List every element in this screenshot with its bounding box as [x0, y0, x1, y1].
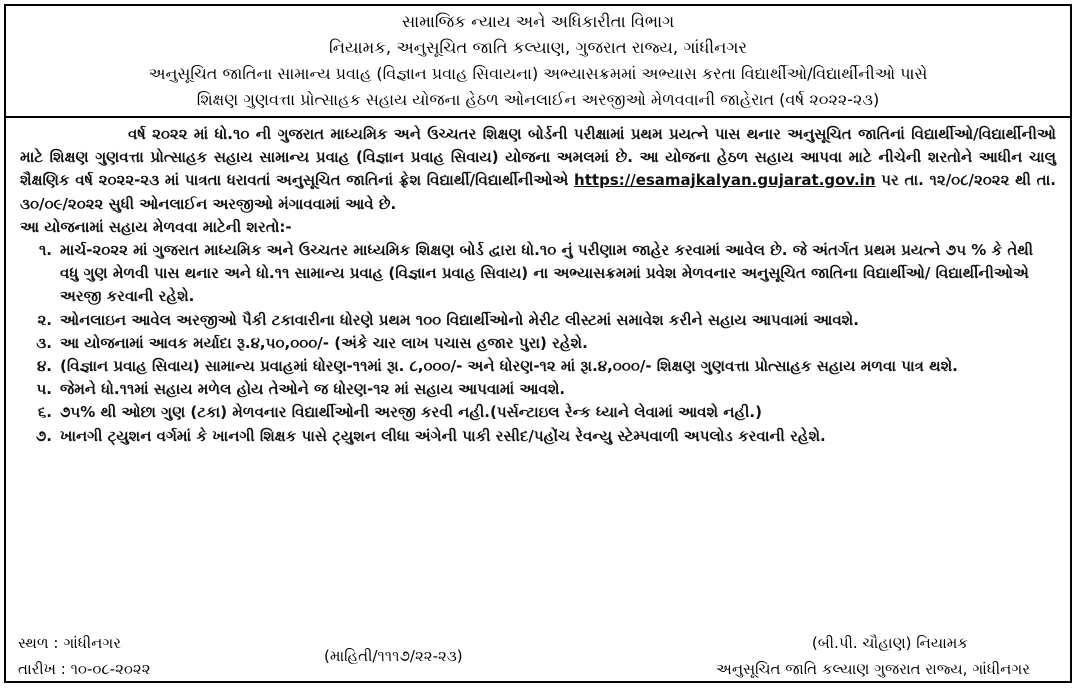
list-item: [20, 239, 1056, 309]
list-item: [20, 401, 1056, 424]
item-text: આ યોજનામાં આવક મર્યાદા રૂ.૪,૫૦,૦૦૦/- (અંકે ચાર લાખ પચાસ હજાર પુરા) રહેશે.: [60, 333, 588, 352]
directorate-title: નિયામક, અનુસૂચિત જાતિ કલ્યાણ, ગુજરાત રાજ્ય, ગાંધીનગર: [329, 38, 747, 57]
signatory-office: અનુસૂચિત જાતિ કલ્યાણ ગુજરાત રાજ્ય, ગાંધીનગર: [716, 660, 1030, 678]
item-number: ૪.: [37, 357, 52, 376]
item-number: ૨.: [37, 310, 52, 329]
portal-link[interactable]: https://esamajkalyan.gujarat.gov.in: [574, 171, 876, 190]
conditions-list: [20, 239, 1056, 448]
conditions-heading: આ યોજનામાં સહાય મેળવવા માટેની શરતો:-: [20, 217, 292, 236]
signatory-block: [716, 630, 1030, 682]
reference-number: (માહિતી/૧૧૧૭/૨૨-૨૩): [324, 647, 463, 665]
list-item: [20, 355, 1056, 378]
place-date-block: [18, 630, 151, 682]
list-item: [20, 309, 1056, 332]
intro-text: વર્ષ ૨૦૨૨ માં ધો.૧૦ ની ગુજરાત માધ્યમિક અને ઉચ્ચતર શિક્ષણ બોર્ડની પરીક્ષામાં પ્રથમ પ્રયત્ને પાસ થનાર અનુસૂચિત જાતિનાં વિદ્યાર્થીઓ/વિદ્યાર્થીનીઓ માટે શિક્ષણ ગુણવત્તા પ્રોત્સાહક સહાય સામાન્ય પ્રવાહ (વિજ્ઞાન પ્રવાહ સિવાય) યોજના અમલમાં છે. આ યોજના હેઠળ સહાય આપવા માટે નીચેની શરતોને આધીન ચાલુ શૈક્ષણિક વર્ષ ૨૦૨૨-૨૩ માં પાત્રતા ધરાવતાં અનુસૂચિત જાતિનાં ફ્રેશ વિદ્યાર્થી/વિદ્યાર્થીનીઓએ: [20, 125, 1056, 190]
item-number: ૧.: [38, 241, 52, 260]
item-number: ૫.: [36, 380, 52, 399]
signatory-name: (બી.પી. ચૌહાણ) નિયામક: [811, 634, 968, 652]
notice-footer: [6, 620, 1070, 682]
list-item: [20, 378, 1056, 401]
notice-header: [6, 6, 1070, 118]
item-number: ૩.: [36, 333, 52, 352]
list-item: [20, 332, 1056, 355]
item-text: (વિજ્ઞાન પ્રવાહ સિવાય) સામાન્ય પ્રવાહમાં ધોરણ-૧૧માં રૂા. ૮,૦૦૦/- અને ધોરણ-૧૨ માં રૂા.૪,૦૦૦/- શિક્ષણ ગુણવત્તા પ્રોત્સાહક સહાય મળવા પાત્ર થશે.: [60, 357, 958, 376]
item-number: ૬.: [37, 403, 52, 422]
item-text: જેમને ધો.૧૧માં સહાય મળેલ હોય તેઓને જ ધોરણ-૧૨ માં સહાય આપવામાં આવશે.: [60, 380, 566, 399]
notice-frame: [4, 4, 1072, 683]
place-text: સ્થળ : ગાંધીનગર: [18, 634, 122, 652]
intro-paragraph: [20, 123, 1056, 216]
department-title: સામાજિક ન્યાય અને અધિકારીતા વિભાગ: [401, 12, 675, 31]
item-text: ઓનલાઇન આવેલ અરજીઓ પૈકી ટકાવારીના ધોરણે પ્રથમ ૧૦૦ વિદ્યાર્થીઓનો મેરીટ લીસ્ટમાં સમાવેશ કરીને સહાય આપવામાં આવશે.: [60, 310, 859, 329]
item-number: ૭.: [35, 426, 52, 445]
intro-text-after: પર તા. ૧૨/૦૮/૨૦૨૨ થી તા. ૩૦/૦૯/૨૦૨૨ સુધી ઓનલાઈન અરજીઓ મંગાવવામાં આવે છે.: [20, 171, 1056, 213]
date-text: તારીખ : ૧૦-૦૮-૨૦૨૨: [18, 660, 151, 678]
list-item: [20, 425, 1056, 448]
item-text: માર્ચ-૨૦૨૨ માં ગુજરાત માધ્યમિક અને ઉચ્ચતર માધ્યમિક શિક્ષણ બોર્ડ દ્વારા ધો.૧૦ નું પરીણામ જાહેર કરવામાં આવેલ છે. જે અંતર્ગત પ્રથમ પ્રયત્ને ૭૫ % કે તેથી વધુ ગુણ મેળવી પાસ થનાર અને ધો.૧૧ સામાન્ય પ્રવાહ (વિજ્ઞાન પ્રવાહ સિવાય) ના અભ્યાસક્રમમાં પ્રવેશ મેળવનાર અનુસૂચિત જાતિના વિદ્યાર્થીઓ/ વિદ્યાર્થીનીઓએ અરજી કરવાની રહેશે.: [60, 241, 1034, 306]
item-text: ખાનગી ટ્યુશન વર્ગમાં કે ખાનગી શિક્ષક પાસે ટ્યુશન લીધા અંગેની પાકી રસીદ/પહોંચ રેવન્યુ સ્ટેમ્પવાળી અપલોડ કરવાની રહેશે.: [60, 426, 826, 445]
item-text: ૭૫% થી ઓછા ગુણ (ટકા) મેળવનાર વિદ્યાર્થીઓની અરજી કરવી નહી.(પર્સન્ટાઇલ રેન્ક ધ્યાને લેવામાં આવશે નહી.): [60, 403, 762, 422]
announcement-title: શિક્ષણ ગુણવત્તા પ્રોત્સાહક સહાય યોજના હેઠળ ઓનલાઈન અરજીઓ મેળવવાની જાહેરાત (વર્ષ ૨૦૨૨-૨૩): [196, 90, 880, 109]
notice-body: [20, 123, 1056, 448]
scheme-subtitle: અનુસૂચિત જાતિના સામાન્ય પ્રવાહ (વિજ્ઞાન પ્રવાહ સિવાયના) અભ્યાસક્રમમાં અભ્યાસ કરતા વિદ્યાર્થીઓ/વિદ્યાર્થીનીઓ પાસે: [148, 64, 928, 83]
